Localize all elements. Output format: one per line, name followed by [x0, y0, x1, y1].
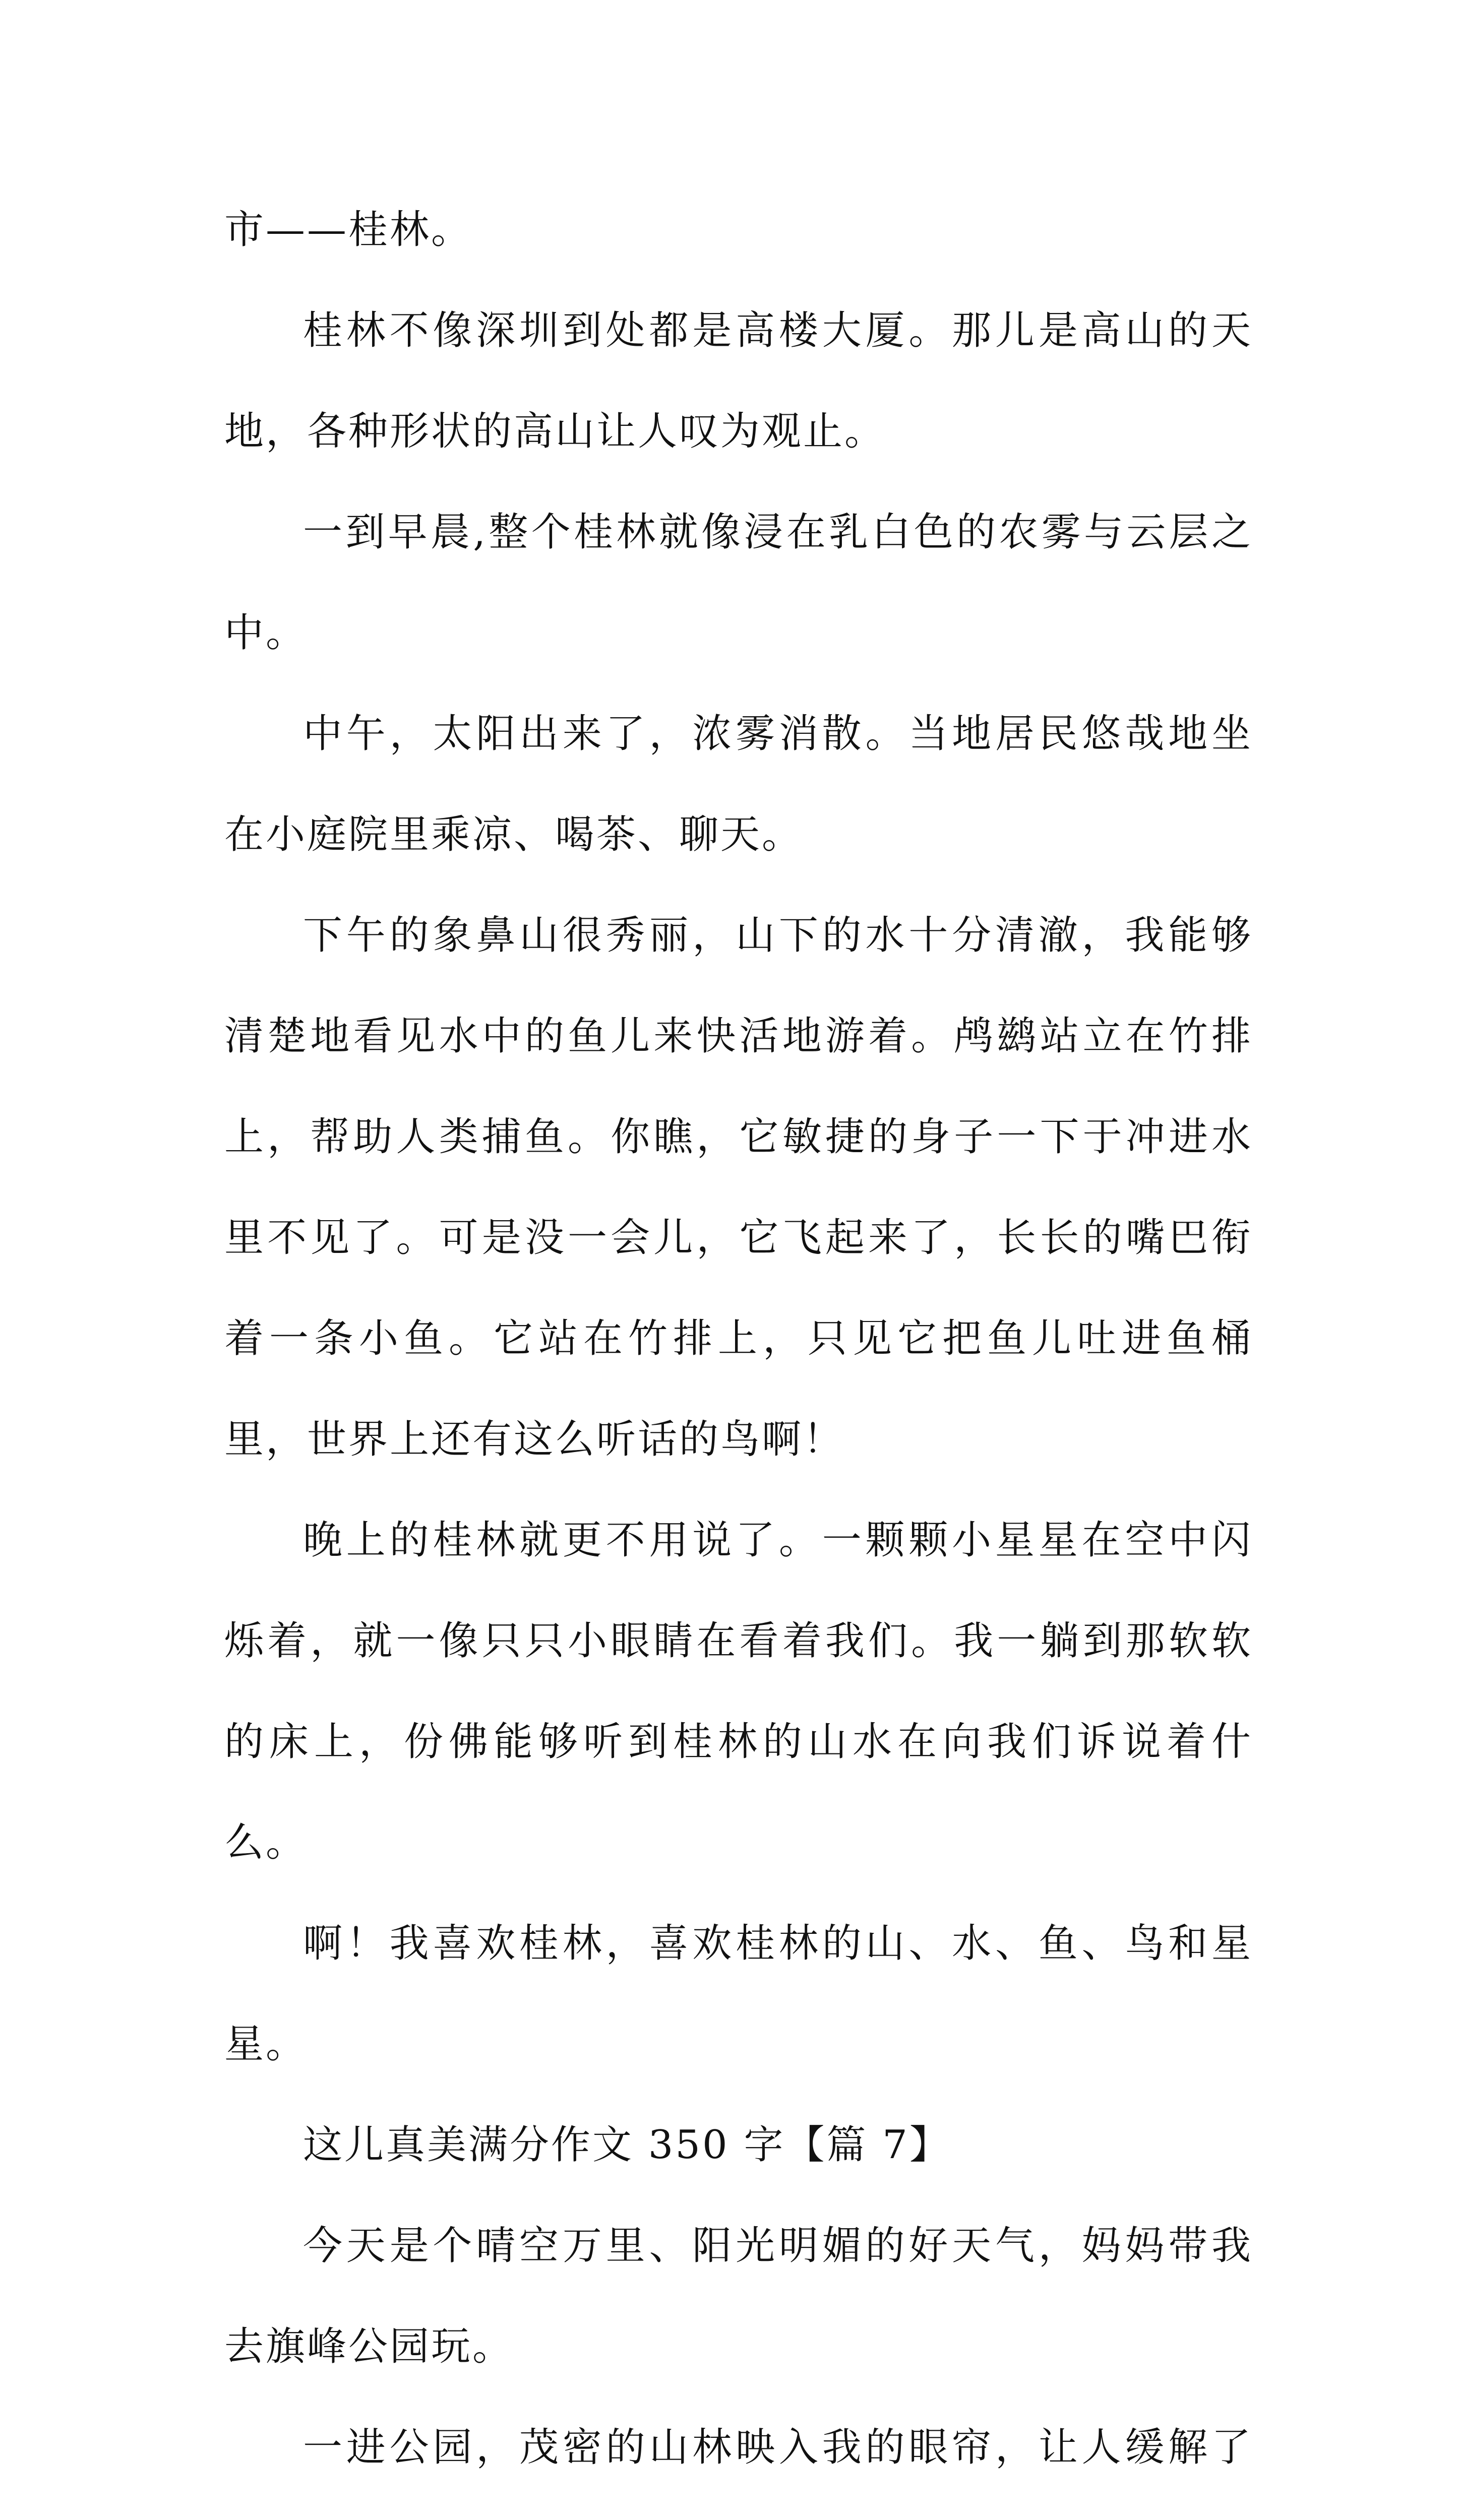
paragraph: 今天是个晴空万里、阳光明媚的好天气，妈妈带我去旗峰公园玩。 — [224, 2223, 1253, 2369]
paragraph: 晚上的桂林就更不用说了。一颗颗小星星在空中闪烁着，就一像只只小眼睛在看着我们。我一躺到那软软的床上，份佛能够听到桂林的山水在向我们诉说着什么。 — [224, 1518, 1253, 1865]
paragraph: 一到早晨,整个桂林就像浸在乳白色的农雾与云层之中。 — [224, 510, 1253, 656]
paragraph: 啊！我喜欢桂林，喜欢桂林的山、水、鱼、鸟和星星。 — [224, 1921, 1253, 2067]
paragraph: 下午的象鼻山很秀丽，山下的水十分清澈，我能够清楚地看见水中的鱼儿来快活地游着。鸬鹚站立在竹排上，帮助人类捕鱼。你瞧，它敏捷的身子一下于冲进水里不见了。可是没一会儿，它飞起来了，长长的嘴巴衔着一条小鱼。它站在竹排上，只见它把鱼儿吐进鱼桶里，世界上还有这么听话的鸟啊！ — [224, 913, 1253, 1462]
section-heading: 这儿真美满分作文 350 字【篇 7】 — [303, 2122, 951, 2168]
document-body — [224, 179, 1253, 2520]
paragraph: 中午，太阳出来了，浓雾消散。当地居民悠哉地坐在小庭院里乘凉、喝茶、聊天。 — [224, 711, 1253, 857]
paragraph-continued: 市——桂林。 — [224, 207, 473, 253]
paragraph: 桂林不像深圳到处都是高楼大厦。那儿是高山的天地，各种形状的高山让人叹为观止。 — [224, 308, 1253, 454]
paragraph: 一进公园，茂密的山林映入我的眼帘，让人缓解了 — [303, 2425, 1253, 2470]
